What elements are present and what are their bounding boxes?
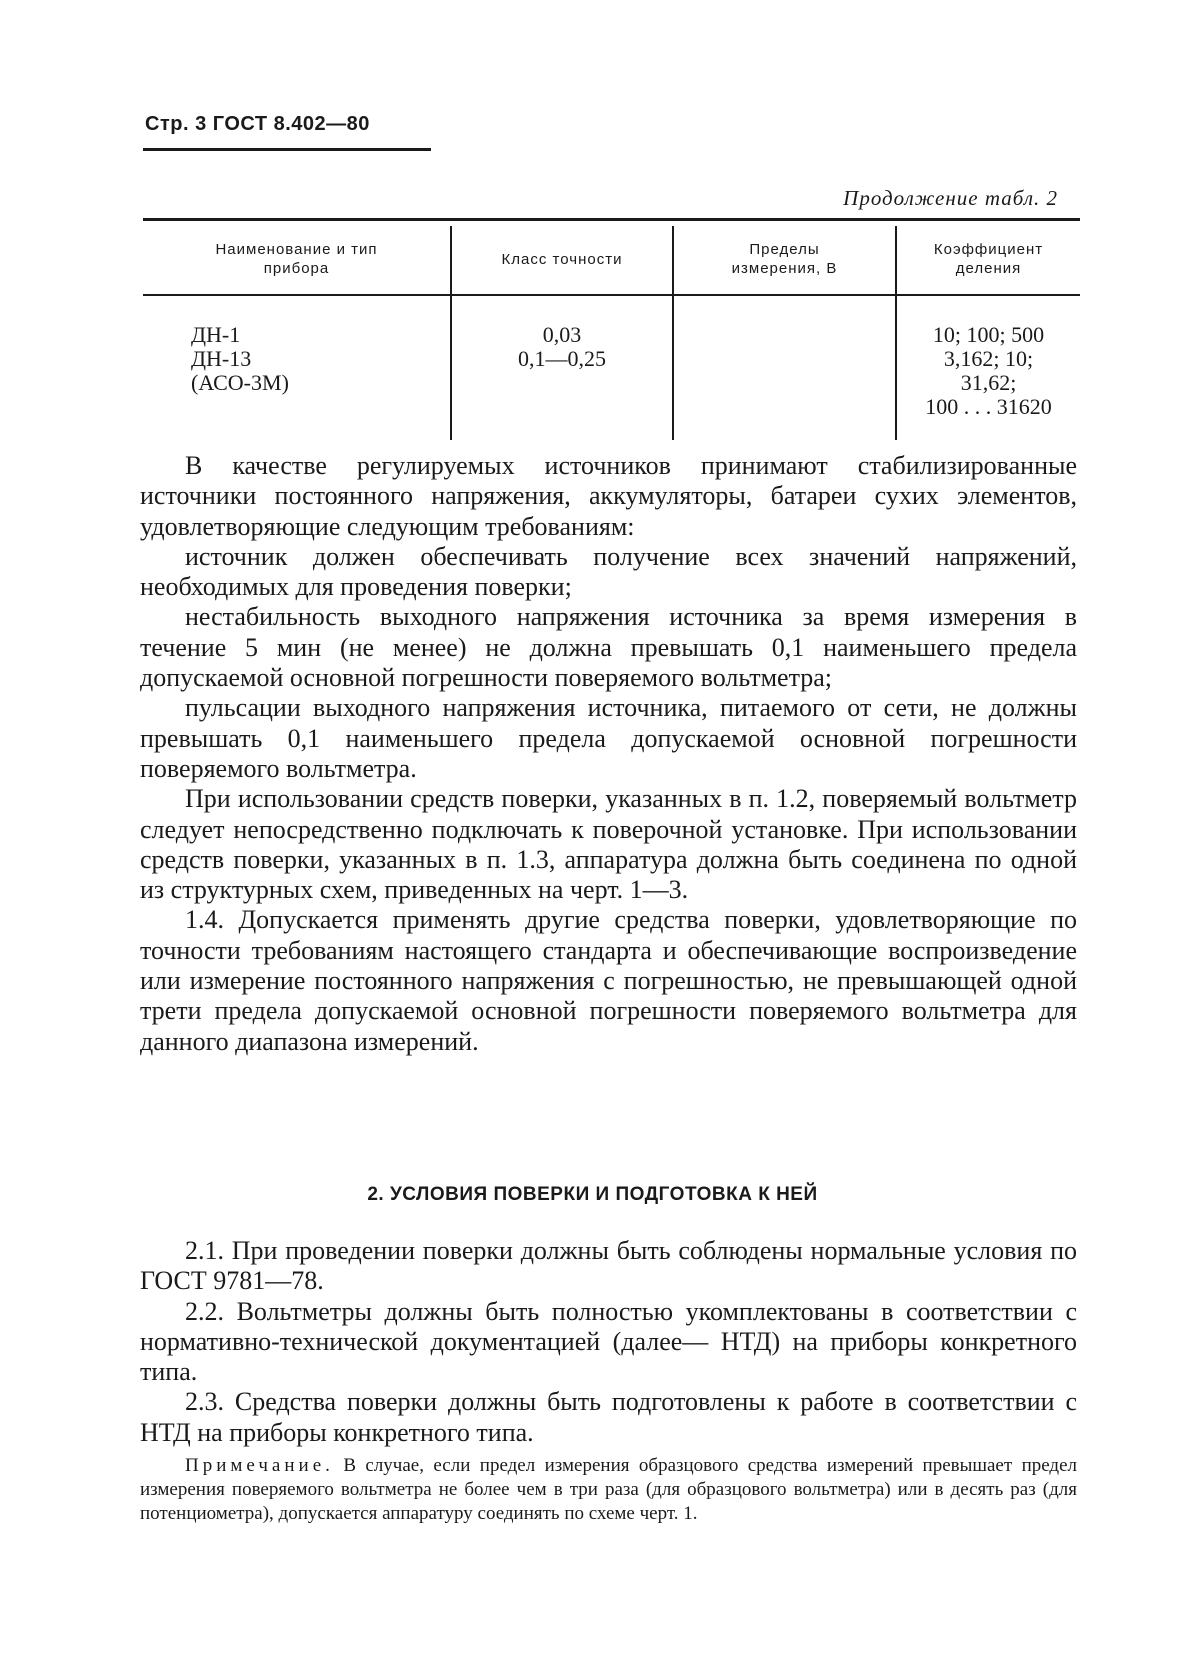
paragraph: 2.1. При проведении поверки должны быть соблюдены нормальные условия по ГОСТ 9781—78. bbox=[140, 1236, 1077, 1296]
paragraph: нестабильность выходного напряжения источника за время измерения в течение 5 мин (не менее) не должна превышать 0,1 наименьшего предела допускаемой основной погрешности поверяемого вольтметра; bbox=[140, 602, 1077, 693]
section-heading: 2. УСЛОВИЯ ПОВЕРКИ И ПОДГОТОВКА К НЕЙ bbox=[367, 1184, 818, 1205]
cell-line: ДН-13 bbox=[191, 346, 252, 371]
cell-line: 0,03 bbox=[542, 322, 582, 347]
cell-line: 10; 100; 500 bbox=[932, 322, 1045, 347]
note-paragraph bbox=[140, 1454, 1077, 1526]
paragraph: В качестве регулируемых источников принимают стабилизированные источники постоянного напряжения, аккумуляторы, батареи сухих элементов, удовлетворяющие следующим требованиям: bbox=[140, 451, 1077, 541]
note-text: В случае, если предел измерения образцового средства измерений превышает предел измерения поверяемого вольтметра не более чем в три раза (для образцового вольтметра) или в десять раз (для потенциометра), допускается аппаратуру соединять по схеме черт. 1. bbox=[140, 1455, 1078, 1524]
col-header-line: Наименование и тип bbox=[215, 241, 378, 258]
note-label: Примечание. bbox=[185, 1455, 334, 1476]
table-2 bbox=[143, 218, 1080, 444]
cell-line: 100 . . . 31620 bbox=[925, 394, 1052, 419]
col-header-line: Класс точности bbox=[501, 251, 623, 268]
cell-coef bbox=[897, 323, 1080, 419]
cell-line: 3,162; 10; bbox=[943, 346, 1034, 371]
col-header-line: прибора bbox=[263, 260, 330, 277]
body-text bbox=[140, 451, 1077, 1057]
paragraph: 2.2. Вольтметры должны быть полностью укомплектованы в соответствии с нормативно-технической документацией (далее— НТД) на приборы конкретного типа. bbox=[140, 1296, 1077, 1387]
paragraph: пульсации выходного напряжения источника, питаемого от сети, не должны превышать 0,1 наименьшего предела допускаемой основной погрешности поверяемого вольтметра. bbox=[140, 693, 1077, 783]
table-header-rule bbox=[143, 294, 1080, 296]
table-continuation-label: Продолжение табл. 2 bbox=[843, 186, 1058, 210]
table-top-rule bbox=[143, 218, 1080, 221]
paragraph: 1.4. Допускается применять другие средства поверки, удовлетворяющие по точности требованиям настоящего стандарта и обеспечивающие воспроизведение или измерение постоянного напряжения с погрешностью, не превышающей одной трети предела допускаемой основной погрешности поверяемого вольтметра для данного диапазона измерений. bbox=[140, 905, 1077, 1056]
cell-line: 31,62; bbox=[960, 370, 1017, 395]
col-header-limits bbox=[674, 240, 895, 278]
col-header-line: Пределы bbox=[749, 241, 820, 258]
page-header: Стр. 3 ГОСТ 8.402—80 bbox=[145, 113, 370, 135]
cell-line: (АСО-3М) bbox=[191, 370, 289, 395]
cell-name bbox=[191, 323, 289, 395]
cell-line: ДН-1 bbox=[191, 322, 241, 347]
paragraph: 2.3. Средства поверки должны быть подготовлены к работе в соответствии с НТД на приборы конкретного типа. bbox=[140, 1387, 1077, 1447]
col-header-line: Коэффициент bbox=[933, 241, 1044, 258]
cell-accuracy bbox=[452, 323, 672, 371]
header-rule bbox=[143, 148, 431, 151]
section-body bbox=[140, 1236, 1077, 1448]
col-header-accuracy bbox=[452, 250, 672, 269]
paragraph: источник должен обеспечивать получение всех значений напряжений, необходимых для проведения поверки; bbox=[140, 541, 1077, 602]
col-header-name bbox=[143, 240, 450, 278]
cell-line: 0,1—0,25 bbox=[518, 346, 606, 371]
col-header-coef bbox=[897, 240, 1080, 278]
col-header-line: измерения, В bbox=[731, 260, 838, 277]
col-header-line: деления bbox=[955, 260, 1022, 277]
paragraph: При использовании средств поверки, указанных в п. 1.2, поверяемый вольтметр следует непосредственно подключать к поверочной установке. При использовании средств поверки, указанных в п. 1.3, аппаратура должна быть соединена по одной из структурных схем, приведенных на черт. 1—3. bbox=[140, 784, 1077, 905]
note bbox=[140, 1454, 1077, 1526]
